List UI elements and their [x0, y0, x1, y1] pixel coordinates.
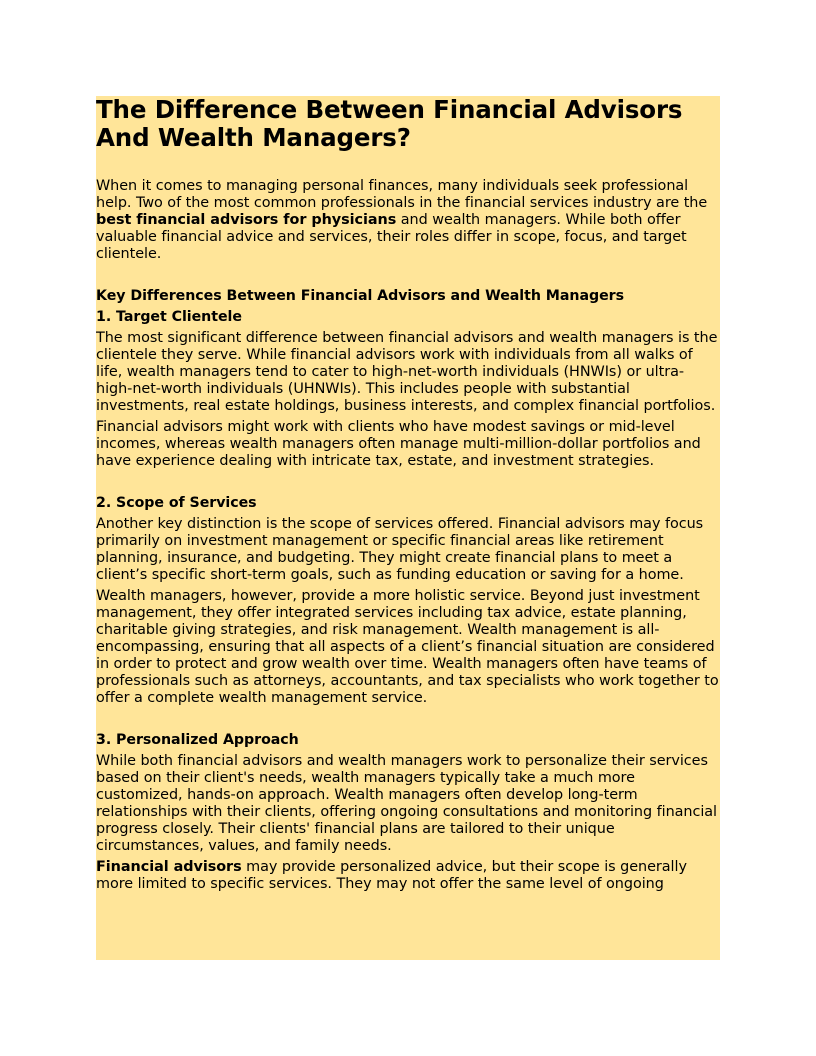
intro-text-end: and wealth managers. While both offer valuable financial advice and services, their roles differ in scope, focus, and target clientele. — [96, 212, 687, 262]
financial-advisors-bold: Financial advisors — [96, 859, 242, 875]
target-clientele-paragraph-1: The most significant difference between financial advisors and wealth managers is the clientele they serve. While financial advisors work with individuals from all walks of life, wealth managers tend to cater to high-net-worth individuals (HNWIs) or ultra-high-net-worth individuals (UHNWIs). This includes people with substantial investments, real estate holdings, business interests, and complex financial portfolios. — [96, 330, 718, 414]
target-clientele-paragraph-2: Financial advisors might work with clients who have modest savings or mid-level incomes, whereas wealth managers often manage multi-million-dollar portfolios and have experience dealing with intricate tax, estate, and investment strategies. — [96, 419, 701, 469]
intro-bold-phrase: best financial advisors for physicians — [96, 212, 397, 228]
section-heading-personalized-approach: 3. Personalized Approach — [96, 732, 299, 748]
intro-text-start: When it comes to managing personal finances, many individuals seek professional help. Two of the most common professionals in the financial services industry are the — [96, 178, 708, 211]
article-body — [96, 96, 720, 960]
section-heading-scope-of-services: 2. Scope of Services — [96, 495, 257, 511]
personalized-approach-paragraph-1: While both financial advisors and wealth managers work to personalize their services based on their client's needs, wealth managers typically take a much more customized, hands-on approach. Wealth managers often develop long-term relationships with their clients, offering ongoing consultations and monitoring financial progress closely. Their clients' financial plans are tailored to their unique circumstances, values, and family needs. — [96, 753, 718, 854]
intro-paragraph — [96, 178, 720, 263]
personalized-approach-paragraph-2-text: may provide personalized advice, but their scope is generally more limited to specific services. They may not offer the same level of ongoing — [96, 859, 687, 892]
scope-of-services-paragraph-1: Another key distinction is the scope of services offered. Financial advisors may focus primarily on investment management or specific financial areas like retirement planning, insurance, and budgeting. They might create financial plans to meet a client’s specific short-term goals, such as funding education or saving for a home. — [96, 516, 704, 583]
article-title: The Difference Between Financial Advisors And Wealth Managers? — [96, 96, 683, 152]
section-heading-target-clientele: 1. Target Clientele — [96, 309, 242, 325]
key-differences-heading: Key Differences Between Financial Advisors and Wealth Managers — [96, 288, 624, 304]
personalized-approach-paragraph-2 — [96, 859, 720, 893]
scope-of-services-paragraph-2: Wealth managers, however, provide a more holistic service. Beyond just investment management, they offer integrated services including tax advice, estate planning, charitable giving strategies, and risk management. Wealth management is all-encompassing, ensuring that all aspects of a client’s financial situation are considered in order to protect and grow wealth over time. Wealth managers often have teams of professionals such as attorneys, accountants, and tax specialists who work together to offer a complete wealth management service. — [96, 588, 719, 706]
